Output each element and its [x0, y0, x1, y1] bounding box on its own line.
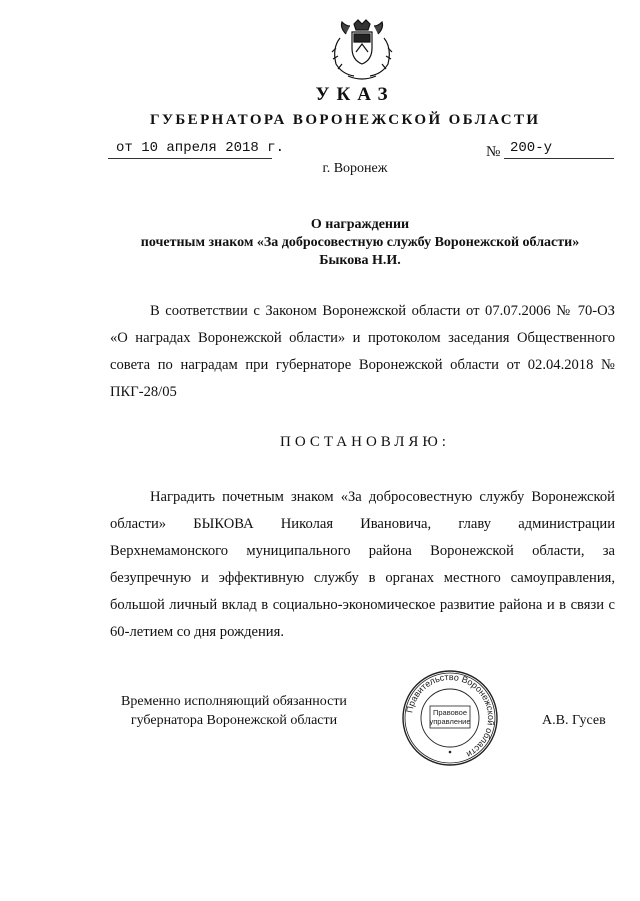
signatory-position — [104, 692, 364, 730]
document-date: от 10 апреля 2018 г. — [116, 140, 285, 156]
decree-word: ПОСТАНОВЛЯЮ: — [280, 434, 450, 450]
official-stamp-icon — [400, 668, 500, 768]
document-title: УКАЗ — [315, 84, 395, 105]
heading-line-2: почетным знаком «За добросовестную службу Воронежской области» — [140, 235, 580, 250]
date-underline — [108, 158, 272, 159]
position-line-1: Временно исполняющий обязанности — [121, 694, 347, 709]
number-label: № — [486, 144, 501, 160]
stamp-outer-text: Правительство Воронежской области — [404, 671, 497, 760]
stamp-inner-line-1: Правовое — [432, 708, 468, 717]
heading-line-3: Быкова Н.И. — [319, 253, 401, 268]
stamp-inner-line-2: управление — [429, 717, 471, 726]
document-subtitle: ГУБЕРНАТОРА ВОРОНЕЖСКОЙ ОБЛАСТИ — [150, 112, 541, 128]
number-underline — [504, 158, 614, 159]
preamble-paragraph: В соответствии с Законом Воронежской области от 07.07.2006 № 70-ОЗ «О наградах Воронежской области» и протоколом заседания Общественного совета по наградам при губернаторе Воронежской области от 02.04.2018 № ПКГ-28/05 — [110, 303, 615, 400]
signer-name: А.В. Гусев — [542, 713, 606, 728]
position-line-2: губернатора Воронежской области — [130, 713, 338, 728]
document-number: 200-у — [510, 140, 553, 156]
coat-of-arms-icon — [326, 18, 398, 82]
heading-line-1: О награждении — [310, 217, 410, 232]
document-city: г. Воронеж — [322, 161, 388, 176]
document-heading — [110, 216, 610, 270]
decision-paragraph: Наградить почетным знаком «За добросовестную службу Воронежской области» БЫКОВА Николая Ивановича, главу администрации Верхнемамонского муниципального района Воронежской области, за безупречную и эффективную службу в органах местного самоуправления, большой личный вклад в социально-экономическое развитие района и в связи с 60-летием со дня рождения. — [110, 489, 615, 640]
